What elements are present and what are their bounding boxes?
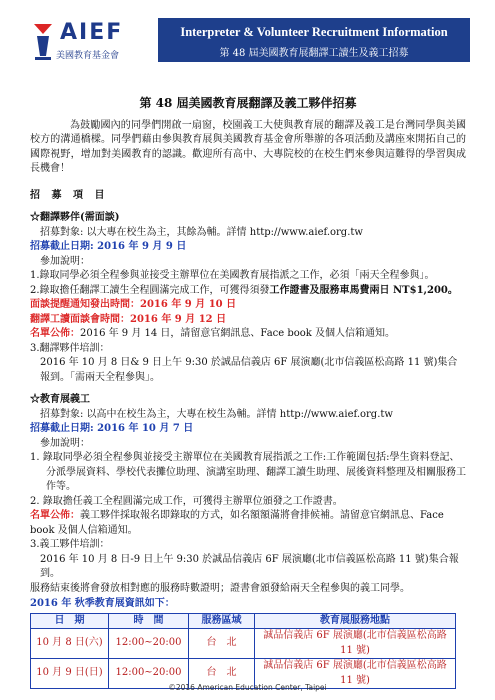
volunteer-training-label: 3.義工夥伴培訓： [30,539,110,550]
volunteer-note-1: 1. 錄取同學必須全程參與並接受主辦單位在美國教育展指派之工作:工作範圍包括:學生資料登記、分派學展資料、學校代表攤位助理、演講室助理、翻譯工讀生助理、展後資料整理及相關服務工作等。 [30,452,466,492]
volunteer-service-note: 服務結束後將會發放相對應的服務時數證明；證書會頒發給兩天全程參與的義工同學。 [30,582,410,594]
interpreter-url-link[interactable]: http://www.aief.org.tw [249,226,363,238]
logo-subtext: 美國教育基金會 [56,51,120,61]
row-date: 10 月 8 日(六) [31,629,109,659]
interpreter-announce-text: 2016 年 9 月 14 日，請留意官網訊息、Face book 及個人信箱通知。 [80,328,396,339]
interpreter-heading: ☆翻譯夥伴(需面談) [30,212,120,223]
document-body [30,96,466,689]
volunteer-target-text: 招募對象: 以高中在校生為主，大專在校生為輔。詳情 [40,408,277,420]
aief-logo [26,18,138,66]
row-area: 台 北 [189,659,255,689]
interpreter-note-2-text: 2.錄取擔任翻譯工讀生全程圓滿完成工作，可獲得須發 [30,284,270,296]
table-row [31,629,456,659]
row-area: 台 北 [189,629,255,659]
row-time: 12:00~20:00 [109,659,189,689]
page-footer: ©2016 American Education Center, Taipei [168,683,327,692]
interpreter-note-1: 1.錄取同學必須全程參與並接受主辦單位在美國教育展指派之工作，必須「兩天全程參與」。 [30,270,435,281]
interpreter-note-2 [30,284,466,299]
interpreter-training-text: 2016 年 10 月 8 日& 9 日上午 9:30 於誠品信義店 6F 展演廳(北市信義區松高路 11 號)集合報到。「需兩天全程參與」。 [40,357,458,383]
schedule-table [30,613,456,690]
interpreter-target [30,226,466,241]
header-date: 日 期 [31,613,109,629]
volunteer-training-text: 2016 年 10 月 8 日-9 日上午 9:30 於誠品信義店 6F 展演廳(北市信義區松高路 11 號)集合報到。 [40,553,459,579]
header-banner [158,18,470,62]
schedule-header-row [31,613,456,629]
row-date: 10 月 9 日(日) [31,659,109,689]
interpreter-deadline: 招募截止日期: 2016 年 9 月 9 日 [30,241,187,252]
intro-paragraph: 為鼓勵國內的同學們開啟一扇窗，校園義工大使與教育展的翻譯及義工是台灣同學與美國校方的溝通橋樑。同學們藉由參與教育展與美國教育基金會所舉辦的各項活動及講座來開拓自己的國際視野，增加對美國教育的認識。歡迎所有高中、大專院校的在校生們來參與這難得的學習與成長機會！ [30,119,466,174]
header-area: 服務區域 [189,613,255,629]
row-time: 12:00~20:00 [109,629,189,659]
schedule-title: 2016 年 秋季教育展資訊如下： [30,598,175,609]
row-location: 誠品信義店 6F 展演廳(北市信義區松高路 11 號) [255,629,456,659]
interpreter-note-2-highlight: 工作證書及服務車馬費兩日 NT$1,200。 [269,284,458,296]
document-title: 第 48 屆美國教育展翻譯及義工夥伴招募 [139,96,357,110]
interpreter-training-label: 3.翻譯夥伴培訓： [30,342,110,354]
volunteer-announce-label: 名單公佈： [30,510,80,521]
banner-title: Interpreter & Volunteer Recruitment Information [180,25,448,39]
volunteer-announce-text: 義工夥伴採取報名即錄取的方式，如名額額滿將會排候補。請留意官網訊息、Face book 及個人信箱通知。 [30,510,444,536]
interpreter-announce-label: 名單公佈： [30,328,80,339]
torch-icon [30,20,56,60]
header-time: 時 間 [109,613,189,629]
volunteer-heading: ☆教育展義工 [30,394,90,405]
interpreter-notes-label: 參加說明： [40,255,90,267]
interview-date: 翻譯工讀面談會時間：2016 年 9 月 12 日 [30,313,227,325]
banner-subtitle: 第 48 屆美國教育展翻譯工讀生及義工招募 [219,48,409,59]
interpreter-announcement [30,327,466,342]
row-location: 誠品信義店 6F 展演廳(北市信義區松高路 11 號) [255,659,456,689]
volunteer-url-link[interactable]: http://www.aief.org.tw [279,408,393,420]
volunteer-target [30,408,466,423]
volunteer-note-2: 2. 錄取擔任義工全程圓滿完成工作，可獲得主辦單位頒發之工作證書。 [30,495,343,507]
interview-notice: 面談提醒通知發出時間：2016 年 9 月 10 日 [30,299,237,310]
volunteer-announcement [30,509,466,538]
section-heading: 招 募 項 目 [30,189,109,201]
header-location: 教育展服務地點 [255,613,456,629]
volunteer-deadline: 招募截止日期: 2016 年 10 月 7 日 [30,423,194,434]
logo-text: AIEF [60,20,124,45]
interpreter-target-text: 招募對象: 以大專在校生為主，其餘為輔。詳情 [40,226,247,238]
page-header [26,12,470,70]
volunteer-notes-label: 參加說明： [40,437,90,449]
